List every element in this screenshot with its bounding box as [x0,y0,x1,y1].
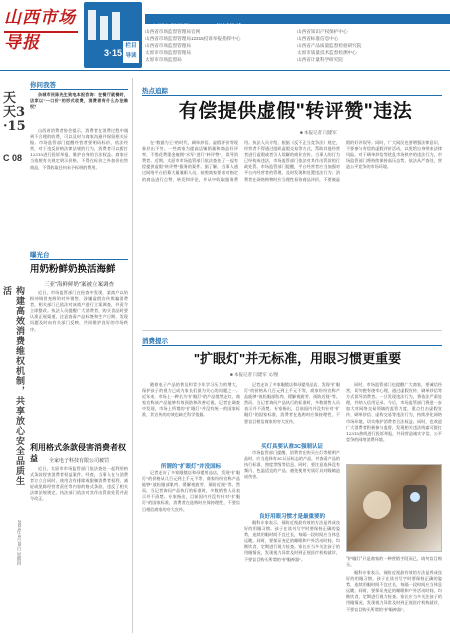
logo-underline [4,31,78,33]
lamp-icon [347,465,443,553]
contact-item: 太原市质量技术监督检测中心 [297,50,357,55]
consumer-sub3: 良好用眼习惯才是最重要的 [258,514,325,520]
story2-headline: 利用格式条款侵害消费者权益 [30,443,126,463]
masthead-paper-name: 山西市场导报 [151,24,190,31]
feature-headline: 有偿提供虚假"转评赞"违法 [178,101,413,122]
consumer-sub1-body: 记者走访了多家眼镜店和母婴用品店，发现"扩眼灯"的价格从几百元到上千元不等，商家纷纷宣称产品能够"放松眼部肌肉、缓解视疲劳、预防近视"等。然而，当记者询问产品执行的标准时，多数销售人员表示并不清楚。专家指出，目前国内并没有针对"扩眼灯"的国家标准，消费者在选购时应保持理性，不要盲目相信商家的夸大宣传。 [142,470,240,512]
column-label-1: 栏目 [125,43,137,49]
section-hot-rule [142,95,442,96]
story1-body: 近日，市场监管部门在检查中发现，某商户以奶粉冲调冒充鲜奶对外销售，涉嫌虚假宣传欺骗消费者，相关部门已依法对该商户进行立案调查，并责令立即整改。执法人员提醒广大消费者，购买食品时要认准正规渠道，注意查看产品标签和生产日期，发现问题及时向有关部门反映，共同维护良好的市场秩序。 [30,290,128,332]
consumer-headline: "扩眼灯"并无标准，用眼习惯更重要 [193,351,402,366]
svg-text:3·15: 3·15 [104,48,123,58]
eye-lamp-photo [346,464,442,552]
photo-caption: "护眼灯"只是商家的一种营销手段而已，请勿盲目购买。 [346,556,442,567]
story1-headline: 用奶粉鲜奶换活海鲜 [30,264,116,275]
story2-subhead: 全家电子科技有限公司被罚 [48,458,109,464]
column-label-2: 导读 [125,53,137,59]
qa-body: 山西省消费者协会提示，消费者在消费过程中遇到不合理的收费，可以及时与商家沟通并保留相关证据。市场监管部门提醒经营者要明码标价，依法经营，对于违反价格法律法规的行为，消费者可以拨打12315进行投诉举报，维护自身的合法权益。商家应当依照有关规定明示价格，不得在标价之外加价出售商品，不得收取任何未予标明的费用。 [30,128,128,170]
contact-item: 太原市市场监督局 [145,57,182,62]
contact-item: 山西省知识产权保护中心 [297,29,348,34]
sidebar-divider [132,78,133,633]
consumer-col2: 记者走访了多家眼镜店和母婴用品店，发现"扩眼灯"的价格从几百元到上千元不等，商家纷纷宣称产品能够"放松眼部肌肉、缓解视疲劳、预防近视"等。然而，当记者询问产品执行的标准时，多数销售人员表示并不清楚。专家指出，目前国内并没有针对"扩眼灯"的国家标准，消费者在选购时应保持理性，不要盲目相信商家的夸大宣传。 [244,382,340,424]
feature-byline: ■ 本报记者 闫建军 [300,130,337,135]
contact-item: 山西省计量科学研究院 [297,57,343,62]
newspaper-logo: 山西市场导报 [4,8,76,53]
section-hot-title: 热点追踪 [142,88,168,95]
contact-item: 山西省市场监督管理局 [145,43,191,48]
contact-item: 山西省标准信息中心 [297,36,339,41]
right-col-body: 同时，市场监管部门也提醒广大商家，要诚信经营，切勿抱有侥幸心理，通过虚假宣传、刷单炒信等方式误导消费者。一旦发现违法行为，将依法严肃处理，并纳入信用记录。今后，市场监管部门将进一步加大对网络交易领域的监管力度，重点打击虚假宣传、刷单炒信、虚构交易等违法行为，持续净化网络市场环境，切实维护消费者合法权益。同时，也欢迎广大消费者积极参与监督，发现相关违法线索可拨打12315热线进行投诉举报，共同营造诚实守信、公平竞争的网络消费环境。 [346,382,442,442]
section-tip-title: 消费提示 [142,338,168,345]
story2-body: 近日，太原市市场监管部门依法查处一起利用格式条款侵害消费者权益案件。经查，当事人在与消费者订立合同时，使用含有排除或限制消费者权利、减轻或免除经营者责任等内容的格式条款，违反了相关法律法规规定。执法部门依法对其作出罚款处罚并责令改正。 [30,466,128,502]
masthead-divider [0,70,450,71]
section-qa-rule [30,89,128,90]
contact-item: 太原市市场监督管理局 [145,50,191,55]
section-qa-title: 你问我答 [30,82,56,89]
story1-subhead: 三亚"海鲜鲜奶"案被立案调查 [44,282,114,288]
masthead-hotline-bar [145,14,450,31]
issue-number: C 08 [3,153,23,163]
consumer-intro: 随着电子产品的普及和青少年学习压力的增大，保护孩子的视力已成为家长们最为关心的问题之一。近年来，市场上一种名为"扩眼灯"的产品悄然走红，商家宣称该产品能够有效预防和改善近视。记者在调查中发现，市场上所谓的"扩眼灯"并没有统一的国家标准，其宣传的功效也缺乏科学依据。 [142,382,240,418]
feature-body: 在"数据为王"的时代，刷单炒信、虚假评价等现象层出不穷。一些商家为提高店铺销量和商品好评率，不惜花费重金雇佣"水军"进行"转评赞"，误导消费者。近期，太原市市场监管部门依法查处了一起有偿提供虚假"转评赞"服务的案件。据了解，当事人通过网络平台招募大量兼职人员，按照商家要求对指定的商品进行点赞、转发和评论，并从中收取服务费用。执法人员介绍，根据《反不正当竞争法》规定，经营者不得通过组织虚假交易等方式，帮助其他经营者进行虚假或者引人误解的商业宣传。当事人的行为已经构成违法，市场监管部门依法对其作出罚款的行政处罚。市场监管部门提醒，平台经营者应当加强对平台内经营者的管理，及时发现和处置违法行为；消费者在网络购物时应当理性看待商品评价，不要被虚假的好评误导。同时，广大网民也要增强法律意识，不要参与有偿的虚假评价活动，以免给自身带来法律风险。对于刷单炒信等扰乱市场秩序的违法行为，市场监管部门将持续保持高压态势，依法从严查处，营造公平竞争的市场环境。 [142,140,442,182]
consumer-sub1: 所谓的"扩眼灯"并没国标 [160,464,222,470]
contact-list [145,28,443,62]
consumer-byline: ■ 本报记者 闫建军 文/图 [230,372,279,377]
section-tip-rule [142,345,442,346]
column-label-box [122,40,140,64]
section-exposure-title: 曝光台 [30,252,50,259]
masthead-hotline: 3·15投诉热线：0351—4069315 [203,24,295,31]
consumer-sub2-body: 市场监管部门提醒，消费者在购买台灯等照明产品时，应当选择有3C认证标志的产品，并查看产品的执行标准、照度等级等信息。同时，要注意选择没有频闪、色温适宜的产品，避免使用劣质灯具对眼睛造成伤害。 [244,450,340,480]
qa-intro: 杂城市民陈先生致电本报咨询：在餐厅就餐时，店家以"一口价"的形式收费，消费者有什么办法维权？ [30,92,128,110]
vertical-slogan: 构建高效消费维权机制，共享放心安全品质生活 [1,286,24,486]
contact-item: 山西省市场监督管理局官网 [145,29,201,34]
contact-item: 山西省市场监督管理局12315投诉举报指挥中心 [145,36,241,41]
issue-footer: 2024年4月25日 星期四 [17,520,22,566]
right-col-body-2: 眼科专家表示，预防近视最有效的方法是养成良好的用眼习惯。孩子在读书写字时要保持正确的姿势，连续用眼时间不宜过长，每隔一段时间应当休息远眺。同时，要保证充足的睡眠和户外活动时间，均衡饮食，定期进行视力检查。家长应当多关注孩子的用眼情况，发现视力异常及时到正规医疗机构就诊，不要盲目购买所谓的"护眼神器"。 [346,570,442,612]
feature-divider [142,330,442,331]
section-exposure-rule [30,259,128,260]
date-label: 天天3·15 [3,91,26,134]
contact-item: 山西省产品质量监督检验研究院 [297,43,362,48]
consumer-sub3-body: 眼科专家表示，预防近视最有效的方法是养成良好的用眼习惯。孩子在读书写字时要保持正确的姿势，连续用眼时间不宜过长，每隔一段时间应当休息远眺。同时，要保证充足的睡眠和户外活动时间，均衡饮食，定期进行视力检查。家长应当多关注孩子的用眼情况，发现视力异常及时到正规医疗机构就诊，不要盲目购买所谓的"护眼神器"。 [244,520,340,562]
consumer-sub2: 买灯具要认准3C强制认证 [260,444,324,450]
